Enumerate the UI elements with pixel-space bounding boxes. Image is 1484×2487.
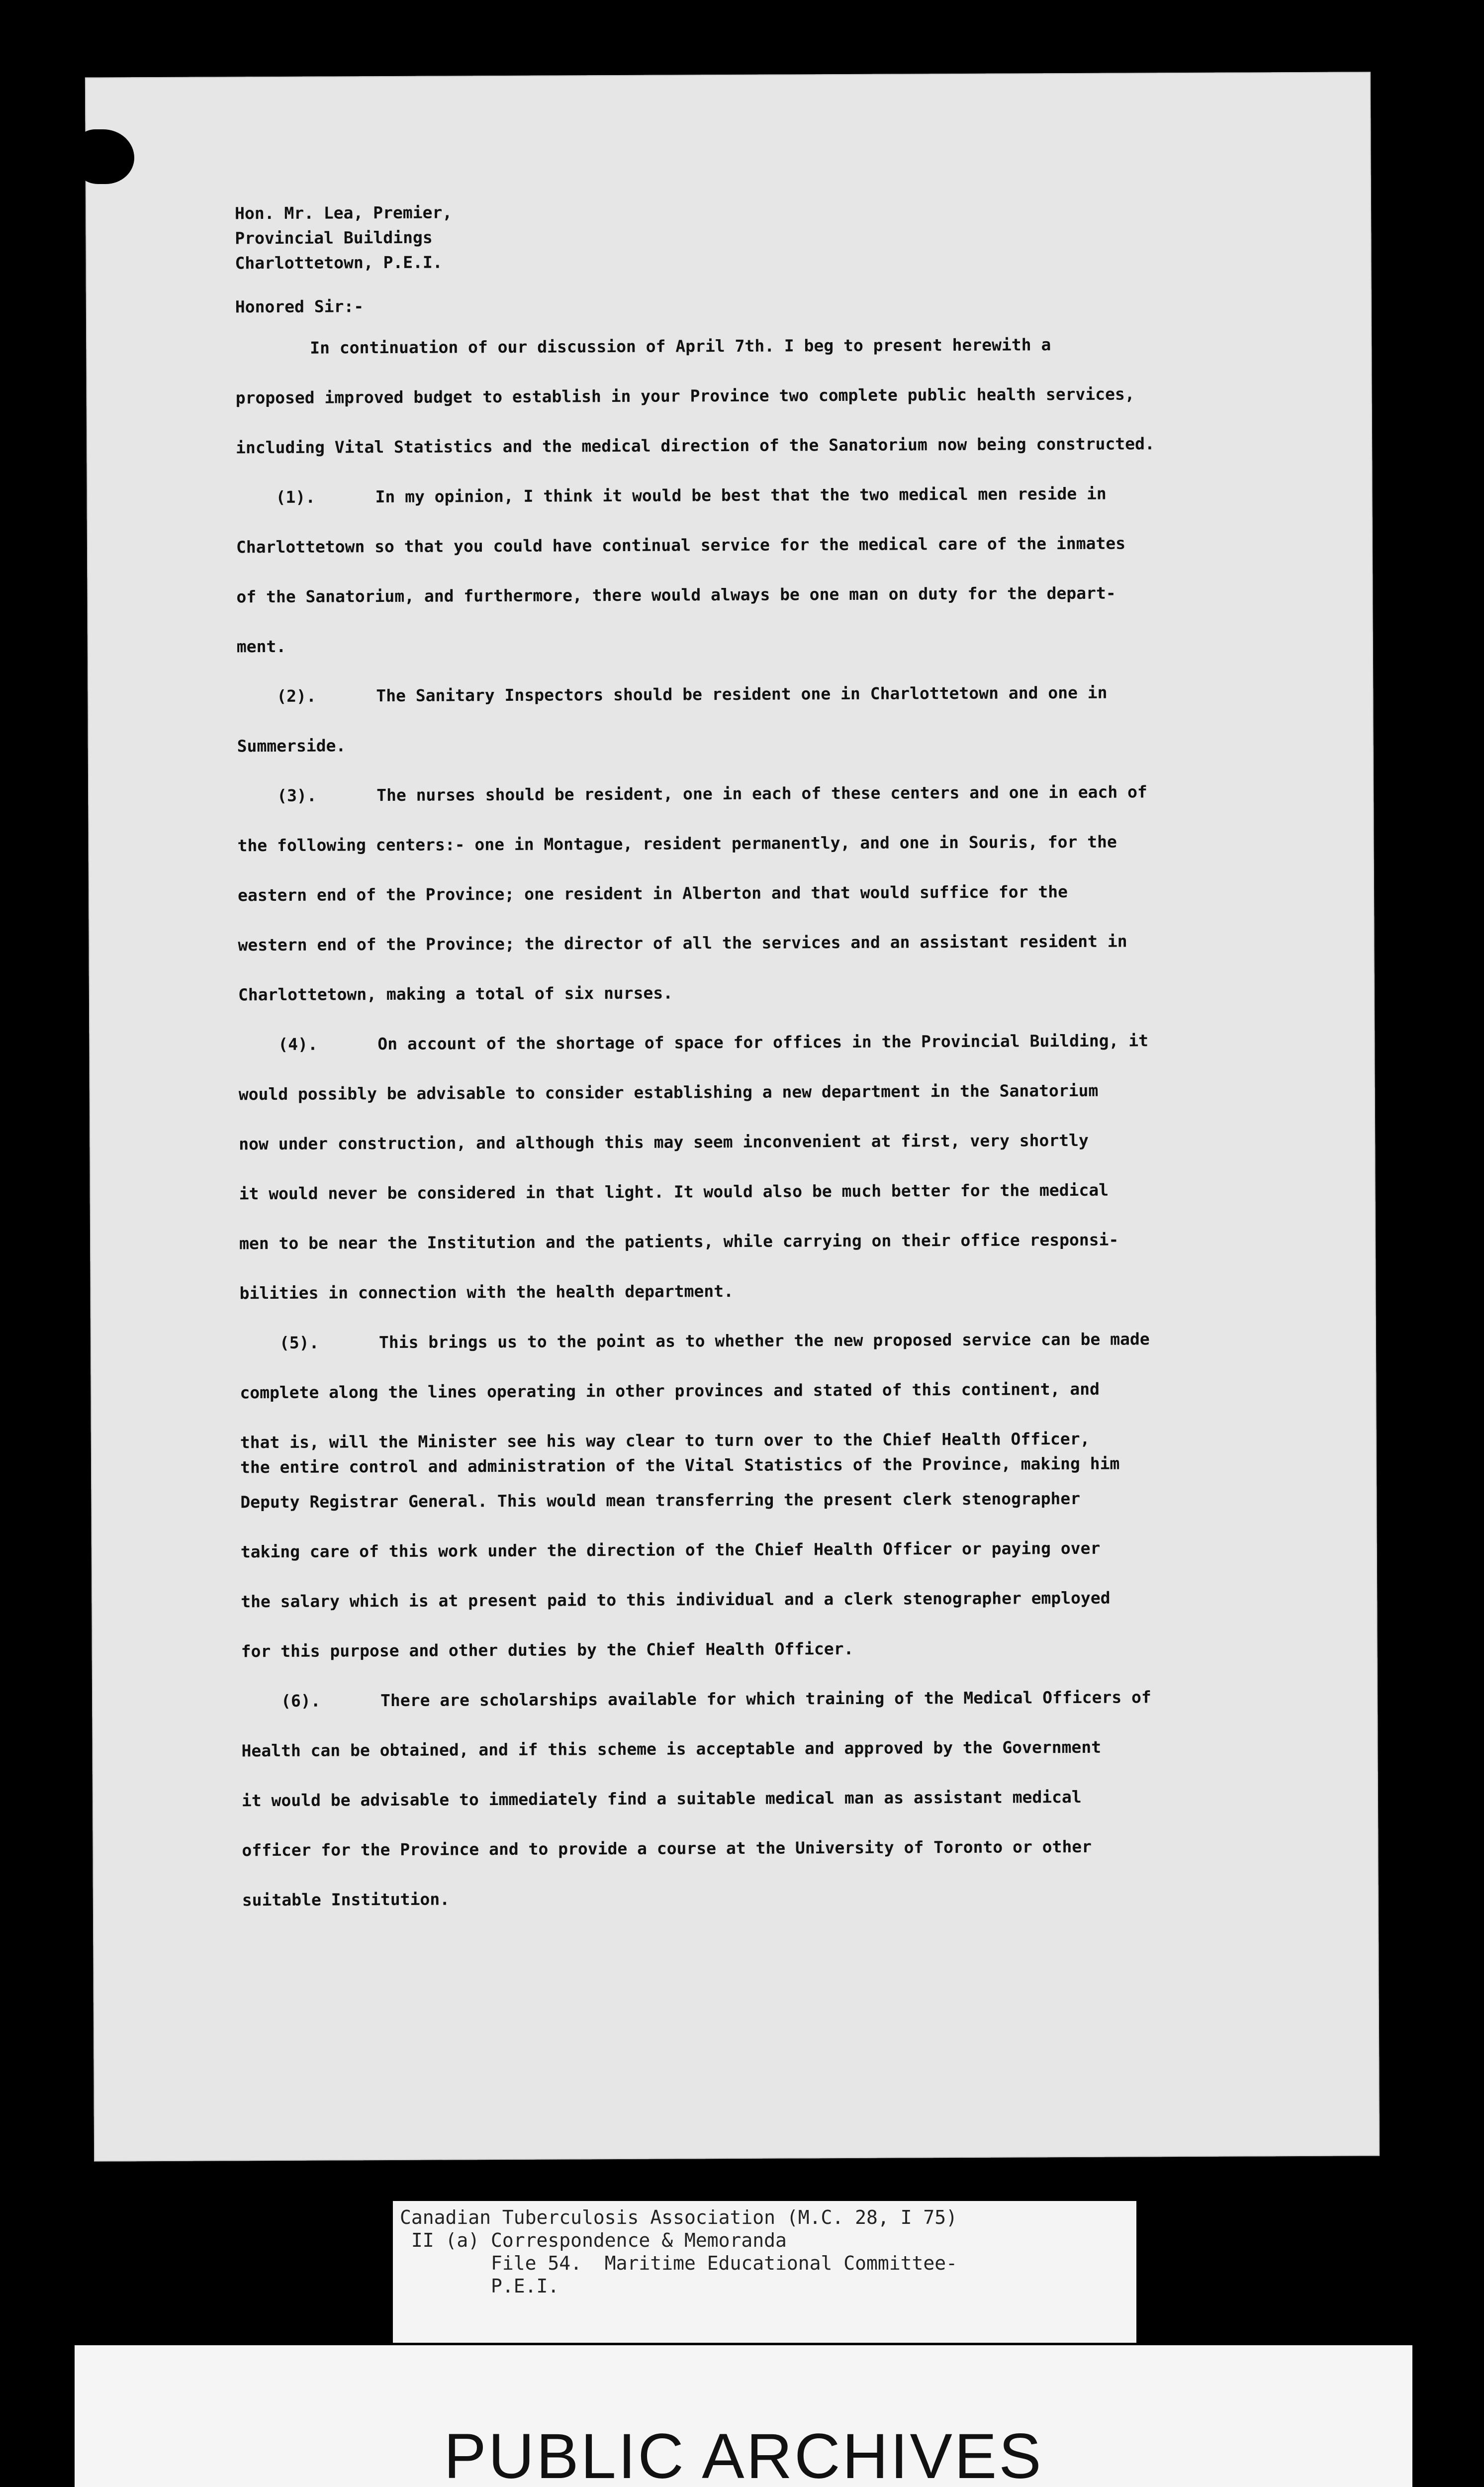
paragraph-line: taking care of this work under the direction of the Chief Health Officer or paying over (240, 1538, 1101, 1562)
paragraph-line: suitable Institution. (242, 1889, 450, 1910)
paragraph-line: Deputy Registrar General. This would mean transferring the present clerk stenographer (240, 1488, 1081, 1512)
paragraph-3 (237, 766, 1382, 1020)
paragraph-number: (3). (277, 785, 317, 805)
intro-line: In continuation of our discussion of April 7th. I beg to present herewith a (310, 335, 1051, 358)
file-label-line: Canadian Tuberculosis Association (M.C. 28, I 75) (400, 2206, 958, 2228)
paragraph-line: complete along the lines operating in other provinces and stated of this continent, and (240, 1379, 1100, 1403)
paragraph-line: Charlottetown, making a total of six nurses. (238, 983, 673, 1005)
paragraph-line: In my opinion, I think it would be best that the two medical men reside in (375, 483, 1107, 507)
address-line-2: Provincial Buildings (235, 227, 433, 248)
paragraph-5 (240, 1313, 1384, 1418)
paragraph-2 (237, 667, 1381, 771)
paragraph-line: There are scholarships available for which training of the Medical Officers of (380, 1687, 1151, 1711)
paragraph-line: Health can be obtained, and if this scheme is acceptable and approved by the Government (241, 1737, 1102, 1761)
paragraph-line: The nurses should be resident, one in each of these centers and one in each of (376, 782, 1147, 805)
paragraph-line: the following centers:- one in Montague, resident permanently, and one in Souris, for the (237, 832, 1117, 856)
file-label-line: II (a) Correspondence & Memoranda (400, 2229, 787, 2251)
paragraph-line: bilities in connection with the health department. (239, 1281, 734, 1303)
file-label-line: P.E.I. (400, 2275, 559, 2297)
salutation: Honored Sir:- (235, 296, 364, 317)
paragraph-line: This brings us to the point as to whether the new proposed service can be made (378, 1329, 1150, 1352)
intro-line: including Vital Statistics and the medical direction of the Sanatorium now being constructed. (236, 434, 1155, 458)
paragraph-number: (2). (277, 686, 316, 706)
paragraph-line: the salary which is at present paid to this individual and a clerk stenographer employed (241, 1588, 1111, 1612)
paragraph-line: would possibly be advisable to consider establishing a new department in the Sanatorium (238, 1080, 1099, 1104)
paragraph-5-cont (240, 1472, 1385, 1676)
paragraph-line: The Sanitary Inspectors should be resident one in Charlottetown and one in (376, 682, 1108, 706)
torn-corner (75, 129, 134, 184)
paragraph-line: Summerside. (237, 736, 346, 756)
paragraph-number: (5). (279, 1333, 319, 1352)
intro-paragraph (235, 318, 1380, 473)
paragraph-line: for this purpose and other duties by the Chief Health Officer. (241, 1638, 854, 1661)
file-label-line: File 54. Maritime Educational Committee- (400, 2252, 958, 2274)
paragraph-line: it would never be considered in that light. It would also be much better for the medical (239, 1180, 1109, 1204)
archives-title-en: PUBLIC ARCHIVES (444, 2421, 1043, 2487)
paragraph-line: Charlottetown so that you could have continual service for the medical care of the inmates (236, 533, 1126, 557)
archives-stamp (75, 2345, 1412, 2487)
paragraph-4 (238, 1015, 1384, 1318)
paragraph-number: (4). (278, 1034, 318, 1054)
paragraph-number: (1). (276, 487, 316, 507)
file-label (393, 2201, 1136, 2343)
paragraph-line: men to be near the Institution and the patients, while carrying on their office responsi- (239, 1230, 1119, 1253)
letter-body (235, 196, 1386, 1925)
letter-sheet (85, 72, 1380, 2161)
paragraph-5-tight (240, 1425, 1384, 1480)
paragraph-line: eastern end of the Province; one resident in Alberton and that would suffice for the (237, 882, 1068, 905)
paragraph-1 (236, 468, 1381, 671)
paragraph-line: the entire control and administration of the Vital Statistics of the Province, making him (240, 1453, 1120, 1477)
paragraph-line: officer for the Province and to provide a course at the University of Toronto or other (242, 1836, 1092, 1860)
address-line-1: Hon. Mr. Lea, Premier, (234, 202, 453, 223)
paragraph-line: western end of the Province; the director of all the services and an assistant resident in (238, 931, 1127, 955)
paragraph-line: now under construction, and although this may seem inconvenient at first, very shortly (239, 1130, 1089, 1154)
paragraph-line: ment. (236, 636, 286, 657)
intro-line: proposed improved budget to establish in your Province two complete public health services, (235, 384, 1135, 408)
paragraph-line: of the Sanatorium, and furthermore, there would always be one man on duty for the depart- (236, 583, 1116, 607)
paragraph-line: it would be advisable to immediately find a suitable medical man as assistant medical (241, 1787, 1082, 1811)
paragraph-line: On account of the shortage of space for offices in the Provincial Building, it (377, 1031, 1149, 1054)
paragraph-6 (241, 1671, 1386, 1925)
address-line-3: Charlottetown, P.E.I. (235, 252, 443, 273)
paragraph-line: that is, will the Minister see his way clear to turn over to the Chief Health Officer, (240, 1429, 1090, 1452)
paragraph-number: (6). (281, 1691, 321, 1711)
